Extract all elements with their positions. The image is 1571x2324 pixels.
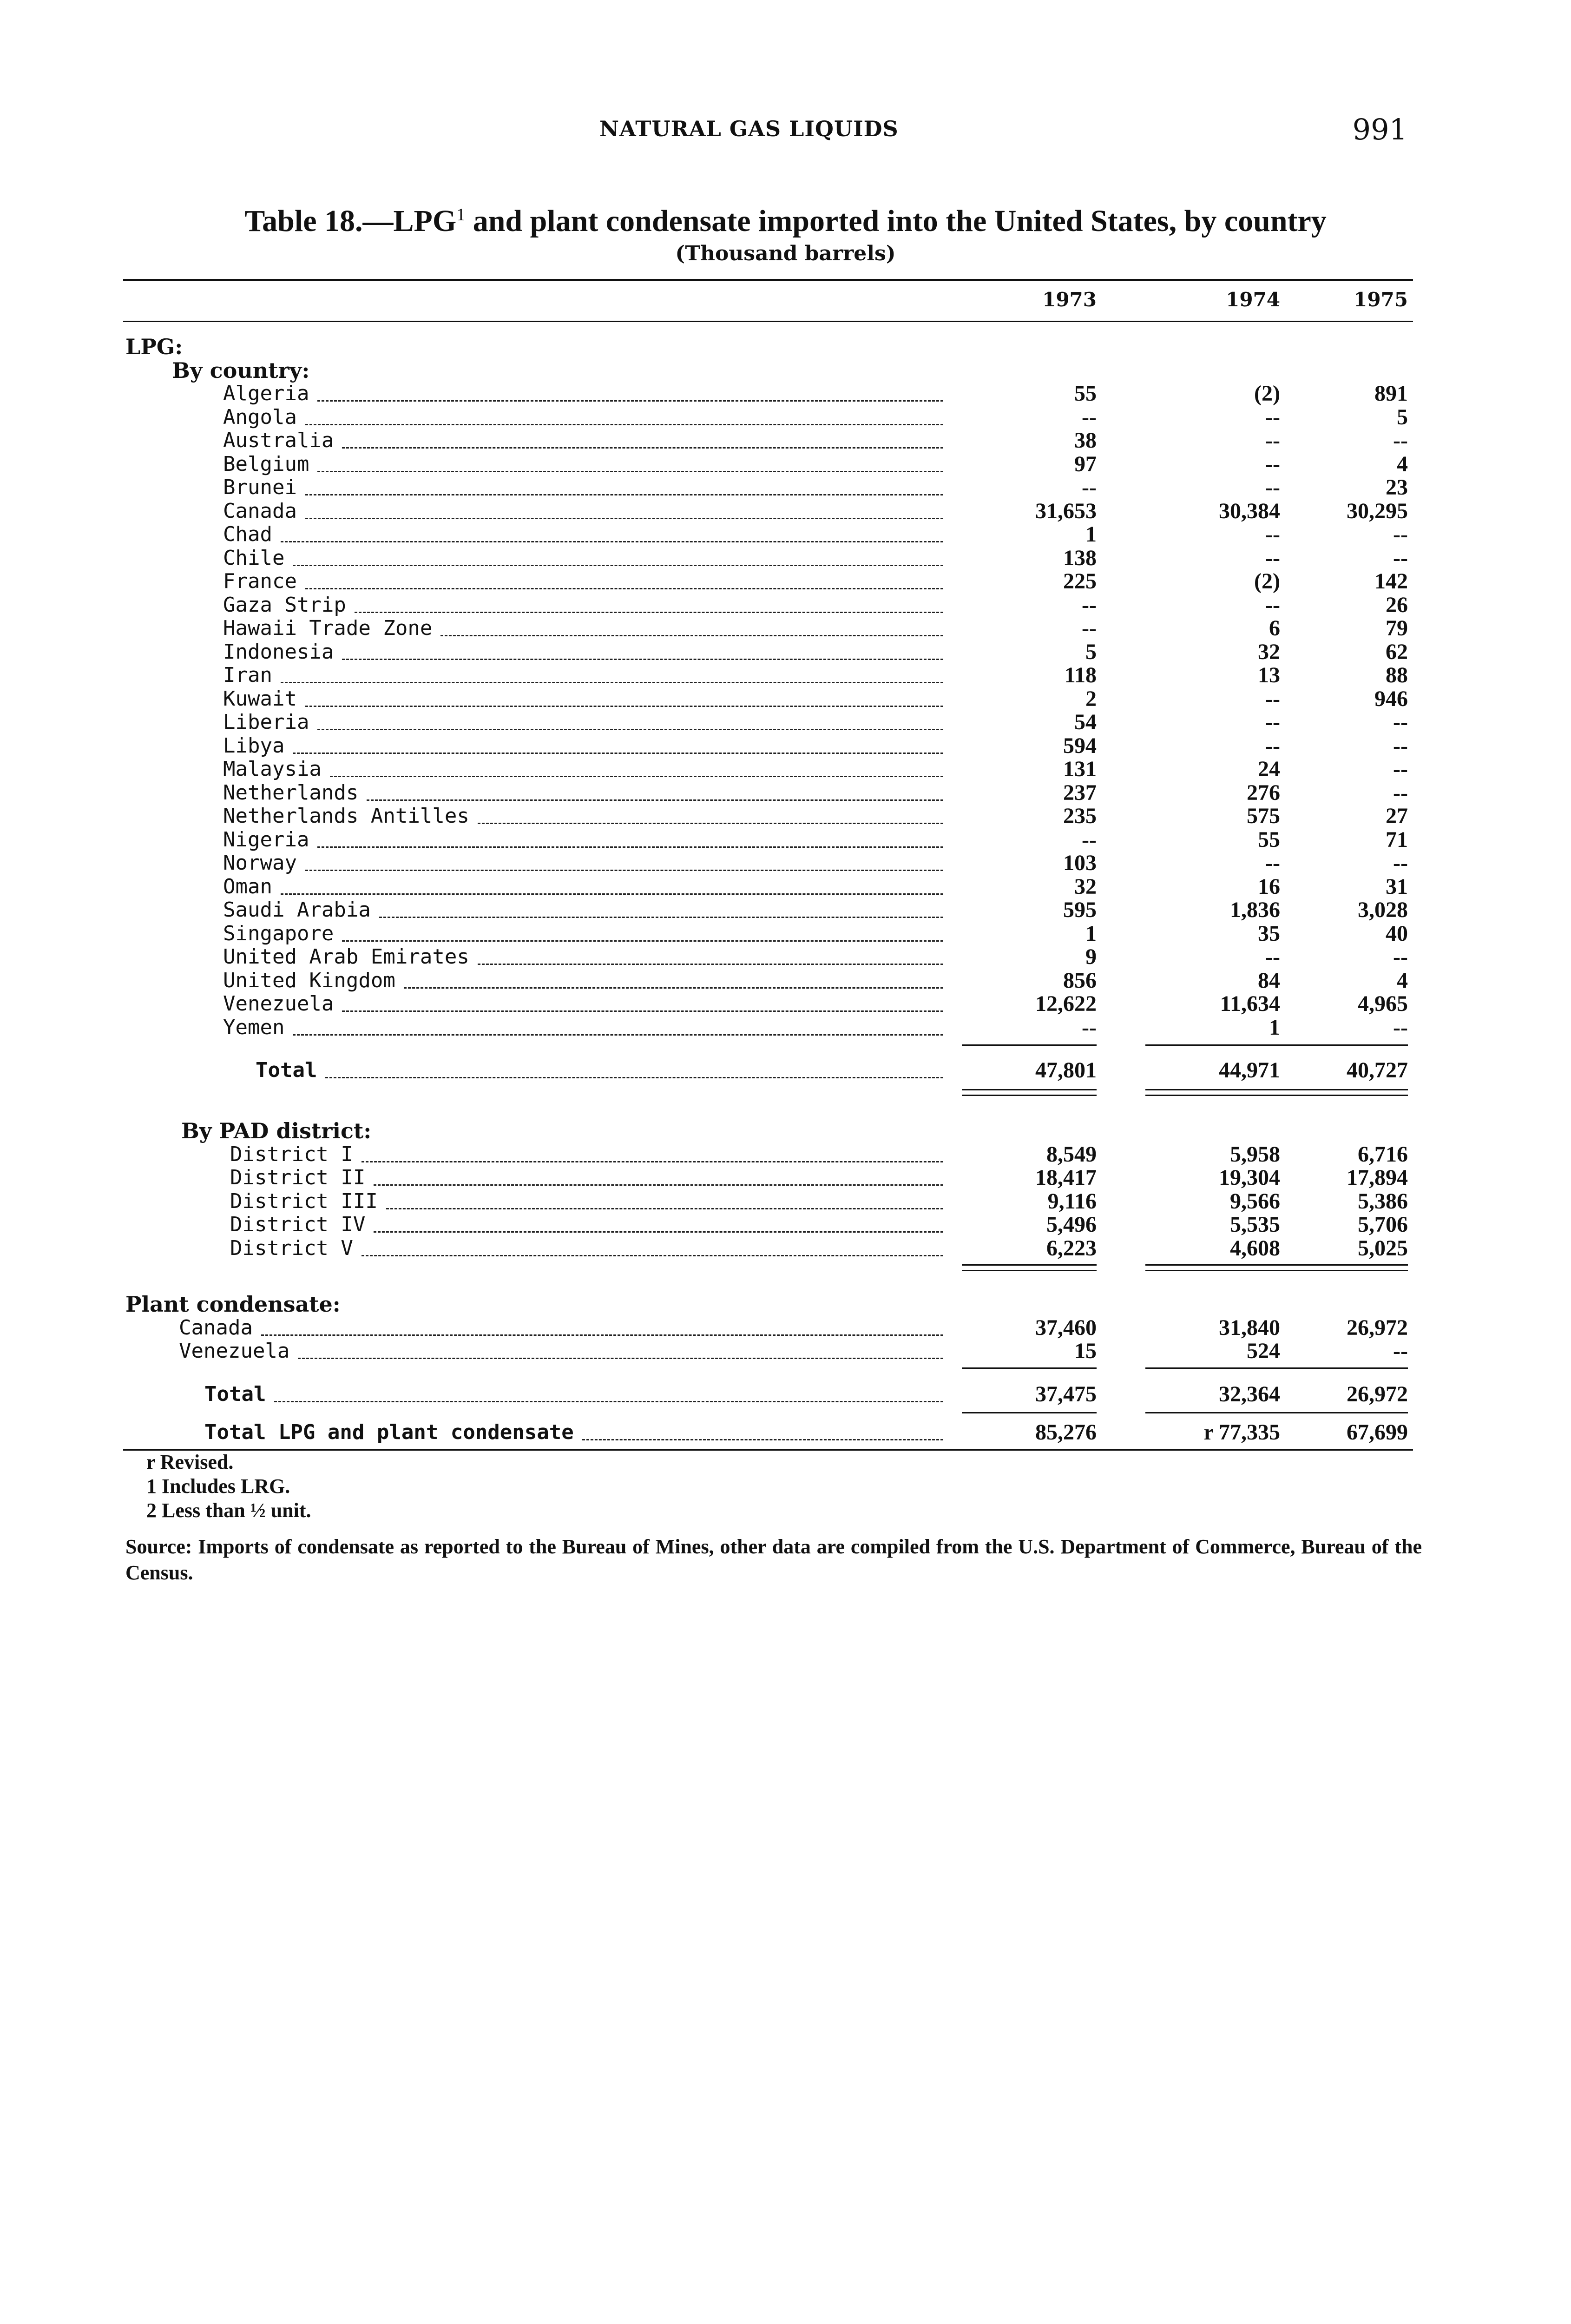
- cell-value: 88: [1386, 663, 1408, 687]
- table-row: [0, 1142, 1571, 1167]
- table-row: [0, 1316, 1571, 1340]
- dot-leader: [362, 1255, 943, 1256]
- sum-rule: [1145, 1044, 1280, 1046]
- dot-leader: [293, 753, 943, 754]
- cell-value: 6: [1269, 616, 1280, 640]
- cell-value: --: [1082, 592, 1097, 617]
- row-label: District IV: [230, 1213, 366, 1236]
- column-header-1974: 1974: [1226, 288, 1280, 311]
- cell-value: 1: [1085, 921, 1097, 946]
- sum-rule: [962, 1367, 1097, 1369]
- dot-leader: [355, 612, 943, 613]
- cell-value: 5: [1085, 639, 1097, 664]
- cell-value: 4,965: [1358, 991, 1408, 1016]
- sum-rule: [1145, 1270, 1280, 1271]
- row-label: Brunei: [223, 475, 297, 499]
- cell-value: --: [1082, 404, 1097, 429]
- dot-leader: [325, 1077, 943, 1078]
- table-row: [0, 875, 1571, 899]
- title-prefix: Table 18.—LPG: [244, 204, 457, 238]
- sum-rule: [962, 1089, 1097, 1090]
- cell-value: 97: [1074, 451, 1097, 476]
- footnote-revised: r Revised.: [146, 1451, 234, 1473]
- row-label: Oman: [223, 874, 272, 898]
- cell-value: 26: [1386, 592, 1408, 617]
- cell-value: 32,364: [1219, 1381, 1280, 1406]
- table-row: [0, 1236, 1571, 1261]
- dot-leader: [317, 846, 943, 848]
- cell-value: 524: [1247, 1339, 1280, 1363]
- table-top-rule: [123, 279, 1413, 281]
- row-label: Liberia: [223, 710, 309, 734]
- row-label: Netherlands Antilles: [223, 804, 469, 828]
- table-row: [0, 1166, 1571, 1190]
- cell-value: --: [1393, 545, 1408, 570]
- cell-value: 9: [1085, 944, 1097, 969]
- cell-value: --: [1393, 851, 1408, 875]
- cell-value: 946: [1374, 686, 1408, 711]
- table-unit: (Thousand barrels): [675, 242, 896, 265]
- row-label: By country:: [172, 358, 310, 383]
- cell-value: --: [1393, 710, 1408, 734]
- cell-value: 55: [1258, 827, 1280, 852]
- dot-leader: [367, 799, 943, 801]
- dot-leader: [261, 1334, 943, 1336]
- dot-leader: [317, 471, 943, 472]
- sum-rule: [1145, 1095, 1280, 1096]
- row-label: Indonesia: [223, 640, 334, 664]
- row-label: France: [223, 569, 297, 593]
- cell-value: --: [1265, 428, 1280, 453]
- row-label: Angola: [223, 405, 297, 429]
- cell-value: --: [1265, 545, 1280, 570]
- sum-rule: [1145, 1412, 1280, 1413]
- cell-value: 84: [1258, 968, 1280, 993]
- sum-rule: [1145, 1089, 1280, 1090]
- cell-value: 31: [1386, 874, 1408, 899]
- table-row: [0, 640, 1571, 664]
- cell-value: 2: [1085, 686, 1097, 711]
- table-row: [0, 616, 1571, 640]
- cell-value: 17,894: [1347, 1165, 1408, 1190]
- cell-value: --: [1265, 451, 1280, 476]
- row-label: United Arab Emirates: [223, 945, 469, 969]
- cell-value: 32: [1074, 874, 1097, 899]
- cell-value: 31,840: [1219, 1315, 1280, 1340]
- section-heading: [0, 358, 1571, 383]
- dot-leader: [342, 447, 943, 449]
- dot-leader: [293, 565, 943, 566]
- dot-leader: [298, 1358, 943, 1359]
- table-row: [0, 546, 1571, 570]
- table-row: [0, 1213, 1571, 1237]
- table-row: [0, 851, 1571, 875]
- table-row: [0, 1339, 1571, 1363]
- cell-value: 225: [1063, 569, 1097, 594]
- row-label: Total: [256, 1058, 317, 1082]
- row-label: Australia: [223, 429, 334, 452]
- dot-leader: [305, 494, 943, 495]
- row-label: Norway: [223, 851, 297, 875]
- section-heading: [0, 1119, 1571, 1143]
- table-title: [0, 204, 1571, 239]
- cell-value: 15: [1074, 1339, 1097, 1363]
- dot-leader: [293, 1034, 943, 1036]
- cell-value: --: [1393, 944, 1408, 969]
- cell-value: 9,566: [1230, 1188, 1280, 1214]
- row-label: Malaysia: [223, 757, 322, 781]
- cell-value: 26,972: [1347, 1381, 1408, 1406]
- row-label: Iran: [223, 663, 272, 687]
- cell-value: 19,304: [1219, 1165, 1280, 1190]
- source-note: Source: Imports of condensate as reported to the Bureau of Mines, other data are compiled from the U.S. Department of Commerce, Bureau of the Census.: [125, 1535, 1422, 1584]
- table-row: [0, 969, 1571, 993]
- running-header: NATURAL GAS LIQUIDS: [599, 116, 899, 141]
- row-label: Netherlands: [223, 780, 359, 805]
- dot-leader: [317, 729, 943, 730]
- table-row: [0, 734, 1571, 758]
- cell-value: 6,716: [1358, 1142, 1408, 1167]
- row-label: Kuwait: [223, 687, 297, 711]
- cell-value: 85,276: [1035, 1419, 1097, 1445]
- dot-leader: [342, 1010, 943, 1012]
- title-footnote-marker: 1: [456, 205, 466, 224]
- row-label: Plant condensate:: [125, 1292, 341, 1316]
- cell-value: --: [1082, 827, 1097, 852]
- table-row: [0, 710, 1571, 734]
- row-label: Chad: [223, 522, 272, 546]
- cell-value: 27: [1386, 804, 1408, 828]
- cell-value: 118: [1064, 663, 1097, 687]
- dot-leader: [305, 588, 943, 589]
- cell-value: 13: [1258, 663, 1280, 687]
- cell-value: --: [1393, 522, 1408, 547]
- table-row: [0, 757, 1571, 781]
- cell-value: 44,971: [1219, 1058, 1280, 1083]
- dot-leader: [305, 706, 943, 707]
- total-row: [0, 1058, 1571, 1083]
- row-label: Total: [204, 1382, 266, 1406]
- sum-rule: [1273, 1412, 1408, 1413]
- cell-value: 1,836: [1230, 898, 1280, 922]
- row-label: District III: [230, 1189, 378, 1213]
- cell-value: 67,699: [1347, 1419, 1408, 1445]
- cell-value: --: [1393, 1015, 1408, 1040]
- cell-value: 8,549: [1046, 1142, 1097, 1167]
- cell-value: 5,535: [1230, 1212, 1280, 1237]
- cell-value: 32: [1258, 639, 1280, 664]
- row-label: Total LPG and plant condensate: [204, 1420, 574, 1444]
- sum-rule: [1273, 1044, 1408, 1046]
- cell-value: 103: [1063, 851, 1097, 875]
- row-label: Algeria: [223, 382, 309, 405]
- cell-value: 37,475: [1035, 1381, 1097, 1406]
- total-row: [0, 1420, 1571, 1445]
- sum-rule: [962, 1095, 1097, 1096]
- row-label: Yemen: [223, 1015, 285, 1039]
- cell-value: --: [1393, 1339, 1408, 1363]
- cell-value: (2): [1254, 381, 1280, 406]
- dot-leader: [582, 1439, 943, 1440]
- title-suffix: and plant condensate imported into the United States, by country: [473, 204, 1327, 238]
- cell-value: 9,116: [1047, 1188, 1097, 1214]
- row-label: Gaza Strip: [223, 593, 346, 617]
- sum-rule: [962, 1044, 1097, 1046]
- cell-value: --: [1265, 475, 1280, 500]
- column-header-1973: 1973: [1042, 288, 1097, 311]
- cell-value: 235: [1063, 804, 1097, 828]
- sum-rule: [1145, 1264, 1280, 1266]
- dot-leader: [440, 635, 943, 636]
- table-row: [0, 405, 1571, 429]
- row-label: LPG:: [125, 335, 183, 359]
- row-label: Singapore: [223, 921, 334, 945]
- dot-leader: [330, 776, 943, 777]
- cell-value: 11,634: [1220, 991, 1280, 1016]
- footnote-1: 1 Includes LRG.: [146, 1475, 290, 1498]
- cell-value: 142: [1374, 569, 1408, 594]
- row-label: Canada: [223, 499, 297, 523]
- cell-value: 18,417: [1035, 1165, 1097, 1190]
- total-row: [0, 1382, 1571, 1406]
- dot-leader: [362, 1161, 943, 1162]
- table-row: [0, 452, 1571, 476]
- cell-value: 26,972: [1347, 1315, 1408, 1340]
- dot-leader: [478, 823, 943, 824]
- cell-value: --: [1265, 686, 1280, 711]
- cell-value: --: [1265, 592, 1280, 617]
- sum-rule: [1273, 1089, 1408, 1090]
- dot-leader: [386, 1208, 943, 1209]
- dot-leader: [281, 682, 943, 683]
- cell-value: 5,386: [1358, 1188, 1408, 1214]
- dot-leader: [274, 1401, 943, 1402]
- table-row: [0, 898, 1571, 922]
- table-row: [0, 429, 1571, 453]
- cell-value: 5,958: [1230, 1142, 1280, 1167]
- dot-leader: [379, 917, 943, 918]
- cell-value: 23: [1386, 475, 1408, 500]
- cell-value: 3,028: [1358, 898, 1408, 922]
- table-row: [0, 945, 1571, 969]
- row-label: Canada: [179, 1315, 253, 1340]
- table-row: [0, 804, 1571, 828]
- dot-leader: [404, 987, 943, 989]
- dot-leader: [374, 1184, 943, 1186]
- page-number: 991: [1352, 112, 1407, 146]
- dot-leader: [374, 1231, 943, 1233]
- table-row: [0, 687, 1571, 711]
- cell-value: 30,295: [1347, 498, 1408, 523]
- cell-value: --: [1393, 780, 1408, 805]
- cell-value: --: [1265, 944, 1280, 969]
- row-label: By PAD district:: [181, 1119, 372, 1143]
- cell-value: 4: [1397, 968, 1408, 993]
- cell-value: 35: [1258, 921, 1280, 946]
- cell-value: 575: [1247, 804, 1280, 828]
- dot-leader: [281, 893, 943, 895]
- cell-value: --: [1393, 428, 1408, 453]
- cell-value: 55: [1074, 381, 1097, 406]
- table-row: [0, 522, 1571, 547]
- row-label: District V: [230, 1236, 353, 1260]
- cell-value: --: [1265, 710, 1280, 734]
- section-heading: [0, 1292, 1571, 1316]
- row-label: Nigeria: [223, 827, 309, 852]
- cell-value: --: [1265, 404, 1280, 429]
- cell-value: 891: [1374, 381, 1408, 406]
- cell-value: 12,622: [1035, 991, 1097, 1016]
- cell-value: 6,223: [1046, 1235, 1097, 1261]
- cell-value: 31,653: [1035, 498, 1097, 523]
- dot-leader: [305, 870, 943, 871]
- cell-value: --: [1082, 1015, 1097, 1040]
- cell-value: --: [1393, 733, 1408, 758]
- sum-rule: [962, 1264, 1097, 1266]
- column-header-1975: 1975: [1354, 288, 1408, 311]
- cell-value: 237: [1063, 780, 1097, 805]
- cell-value: 16: [1258, 874, 1280, 899]
- footnote-2: 2 Less than ½ unit.: [146, 1499, 311, 1522]
- cell-value: 40,727: [1347, 1058, 1408, 1083]
- cell-value: 4: [1397, 451, 1408, 476]
- row-label: United Kingdom: [223, 968, 395, 992]
- cell-value: 62: [1386, 639, 1408, 664]
- cell-value: 40: [1386, 921, 1408, 946]
- cell-value: (2): [1254, 569, 1280, 594]
- dot-leader: [305, 424, 943, 425]
- cell-value: --: [1393, 757, 1408, 781]
- cell-value: --: [1265, 733, 1280, 758]
- cell-value: 24: [1258, 757, 1280, 781]
- cell-value: 594: [1063, 733, 1097, 758]
- cell-value: 5,025: [1358, 1235, 1408, 1261]
- cell-value: 79: [1386, 616, 1408, 640]
- row-label: Venezuela: [223, 992, 334, 1016]
- table-row: [0, 663, 1571, 687]
- sum-rule: [1273, 1264, 1408, 1266]
- dot-leader: [305, 518, 943, 519]
- dot-leader: [478, 964, 943, 965]
- cell-value: 47,801: [1035, 1058, 1097, 1083]
- cell-value: 30,384: [1219, 498, 1280, 523]
- table-row: [0, 922, 1571, 946]
- table-row: [0, 992, 1571, 1016]
- row-label: Venezuela: [179, 1339, 290, 1363]
- table-row: [0, 382, 1571, 406]
- section-heading: [0, 335, 1571, 359]
- cell-value: 856: [1063, 968, 1097, 993]
- cell-value: 54: [1074, 710, 1097, 734]
- cell-value: 4,608: [1230, 1235, 1280, 1261]
- table-row: [0, 569, 1571, 594]
- row-label: Belgium: [223, 452, 309, 476]
- dot-leader: [342, 659, 943, 660]
- sum-rule: [1145, 1367, 1280, 1369]
- row-label: Libya: [223, 733, 285, 758]
- sum-rule: [1273, 1367, 1408, 1369]
- table-row: [0, 475, 1571, 500]
- cell-value: 5,496: [1046, 1212, 1097, 1237]
- dot-leader: [281, 541, 943, 542]
- cell-value: --: [1082, 475, 1097, 500]
- table-row: [0, 499, 1571, 523]
- cell-value: r 77,335: [1203, 1419, 1280, 1445]
- cell-value: 71: [1386, 827, 1408, 852]
- cell-value: 131: [1063, 757, 1097, 781]
- table-row: [0, 593, 1571, 617]
- row-label: Hawaii Trade Zone: [223, 616, 433, 640]
- sum-rule: [962, 1412, 1097, 1413]
- cell-value: 138: [1063, 545, 1097, 570]
- dot-leader: [317, 400, 943, 402]
- sum-rule: [1273, 1095, 1408, 1096]
- header-bottom-rule: [123, 321, 1413, 322]
- cell-value: 595: [1063, 898, 1097, 922]
- sum-rule: [962, 1270, 1097, 1271]
- cell-value: 5: [1397, 404, 1408, 429]
- row-label: Saudi Arabia: [223, 898, 371, 922]
- cell-value: --: [1265, 522, 1280, 547]
- cell-value: 1: [1085, 522, 1097, 547]
- table-row: [0, 781, 1571, 805]
- row-label: District I: [230, 1142, 353, 1166]
- cell-value: 276: [1247, 780, 1280, 805]
- table-row: [0, 1016, 1571, 1040]
- dot-leader: [342, 940, 943, 942]
- cell-value: 1: [1269, 1015, 1280, 1040]
- table-row: [0, 1189, 1571, 1214]
- table-row: [0, 828, 1571, 852]
- section-rule: [123, 1449, 1413, 1451]
- cell-value: 38: [1074, 428, 1097, 453]
- sum-rule: [1273, 1270, 1408, 1271]
- cell-value: 37,460: [1035, 1315, 1097, 1340]
- cell-value: --: [1265, 851, 1280, 875]
- cell-value: --: [1082, 616, 1097, 640]
- cell-value: 5,706: [1358, 1212, 1408, 1237]
- row-label: District II: [230, 1166, 366, 1189]
- row-label: Chile: [223, 546, 285, 570]
